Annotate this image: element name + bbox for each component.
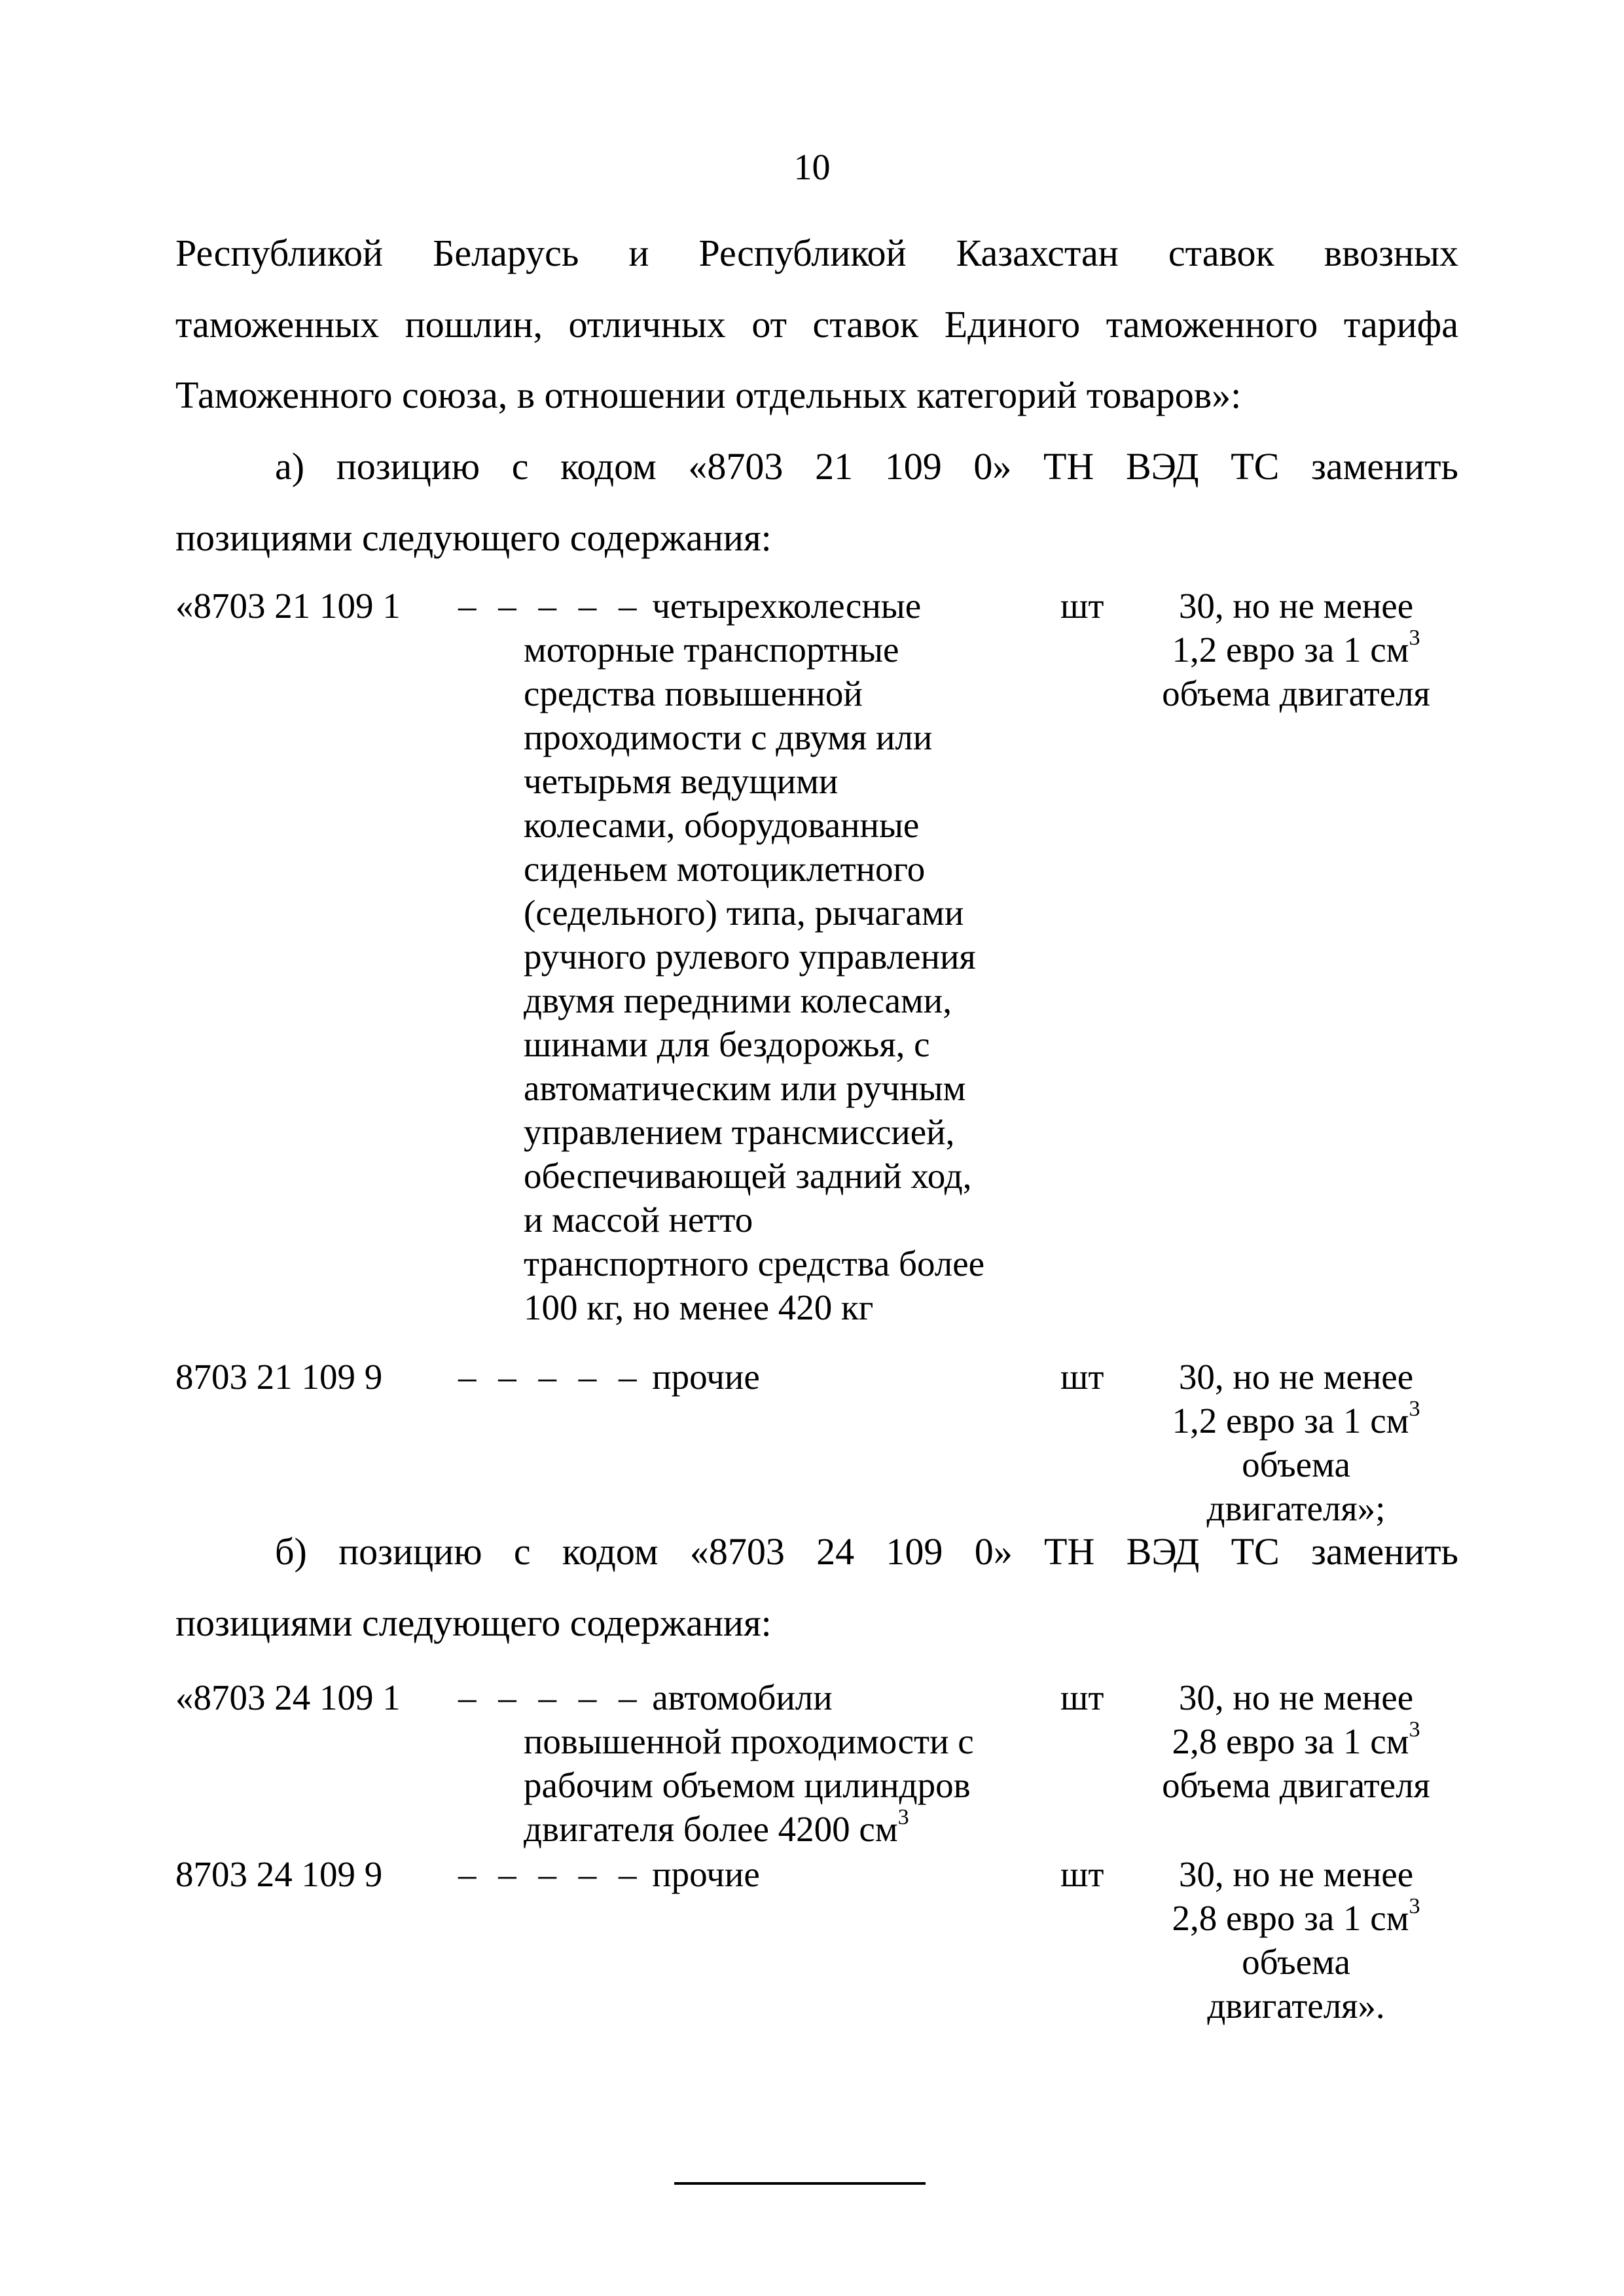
tariff-description-b2 bbox=[458, 1852, 1047, 1896]
item-a-line-2: позициями следующего содержания: bbox=[175, 516, 772, 559]
rate-line: 30, но не менее bbox=[1178, 586, 1414, 626]
unit-b1: шт bbox=[1060, 1677, 1104, 1717]
duty-rate-b2 bbox=[1126, 1852, 1466, 2028]
duty-rate-a2 bbox=[1126, 1355, 1466, 1530]
description-line: ручного рулевого управления bbox=[524, 937, 976, 977]
description-line: транспортного средства более bbox=[524, 1244, 985, 1283]
description-line: четырехколесные bbox=[652, 586, 922, 626]
intro-line-2: таможенных пошлин, отличных от ставок Единого таможенного тарифа bbox=[175, 303, 1458, 346]
description-line: двигателя более 4200 см bbox=[524, 1809, 898, 1849]
duty-rate-b1 bbox=[1126, 1676, 1466, 1807]
item-b-line-1: б) позицию с кодом «8703 24 109 0» ТН ВЭД ТС заменить bbox=[275, 1530, 1458, 1573]
unit-a2: шт bbox=[1060, 1357, 1104, 1397]
dash-marker: – – – – – bbox=[458, 586, 643, 626]
intro-line-1: Республикой Беларусь и Республикой Казахстан ставок ввозных bbox=[175, 232, 1458, 274]
superscript: 3 bbox=[1409, 1397, 1420, 1422]
description-line: моторные транспортные bbox=[524, 630, 899, 670]
rate-line: двигателя»; bbox=[1206, 1488, 1386, 1528]
rate-line: 1,2 евро за 1 см bbox=[1172, 630, 1409, 670]
rate-line: объема bbox=[1242, 1444, 1350, 1484]
description-line: рабочим объемом цилиндров bbox=[524, 1765, 971, 1805]
superscript: 3 bbox=[1409, 1894, 1420, 1919]
rate-line: объема bbox=[1242, 1942, 1350, 1982]
description-line: средства повышенной bbox=[524, 673, 863, 713]
description-line: сиденьем мотоциклетного bbox=[524, 849, 926, 889]
tariff-code-b2: 8703 24 109 9 bbox=[175, 1854, 383, 1894]
rate-line: 30, но не менее bbox=[1178, 1357, 1414, 1397]
footer-divider bbox=[674, 2182, 926, 2185]
item-a-line-1: а) позицию с кодом «8703 21 109 0» ТН ВЭД ТС заменить bbox=[275, 445, 1458, 488]
rate-line: объема двигателя bbox=[1162, 673, 1430, 713]
tariff-description-a2 bbox=[458, 1355, 1047, 1399]
description-line: шинами для бездорожья, с bbox=[524, 1024, 930, 1064]
tariff-code-a2: 8703 21 109 9 bbox=[175, 1357, 383, 1397]
description-line: двумя передними колесами, bbox=[524, 980, 952, 1020]
rate-line: 2,8 евро за 1 см bbox=[1172, 1898, 1409, 1938]
description-line: управлением трансмиссией, bbox=[524, 1112, 955, 1152]
rate-line: 30, но не менее bbox=[1178, 1854, 1414, 1894]
description-line: автомобили bbox=[652, 1677, 833, 1717]
description-line: четырьмя ведущими bbox=[524, 761, 839, 801]
description-line: повышенной проходимости с bbox=[524, 1721, 974, 1761]
description-line: прочие bbox=[652, 1854, 760, 1894]
rate-line: 2,8 евро за 1 см bbox=[1172, 1721, 1409, 1761]
unit-b2: шт bbox=[1060, 1854, 1104, 1894]
superscript: 3 bbox=[1409, 626, 1420, 651]
description-line: прочие bbox=[652, 1357, 760, 1397]
superscript: 3 bbox=[1409, 1717, 1420, 1742]
description-line: проходимости с двумя или bbox=[524, 717, 933, 757]
rate-line: 1,2 евро за 1 см bbox=[1172, 1401, 1409, 1441]
dash-marker: – – – – – bbox=[458, 1357, 643, 1397]
superscript: 3 bbox=[897, 1805, 909, 1830]
intro-line-3: Таможенного союза, в отношении отдельных категорий товаров»: bbox=[175, 374, 1242, 416]
item-b-line-2: позициями следующего содержания: bbox=[175, 1602, 772, 1644]
description-line: колесами, оборудованные bbox=[524, 805, 920, 845]
description-line: и массой нетто bbox=[524, 1200, 753, 1240]
description-line: автоматическим или ручным bbox=[524, 1068, 966, 1108]
tariff-description-b1 bbox=[458, 1676, 1047, 1851]
dash-marker: – – – – – bbox=[458, 1854, 643, 1894]
description-line: обеспечивающей задний ход, bbox=[524, 1156, 972, 1196]
dash-marker: – – – – – bbox=[458, 1677, 643, 1717]
unit-a1: шт bbox=[1060, 586, 1104, 626]
rate-line: 30, но не менее bbox=[1178, 1677, 1414, 1717]
tariff-code-b1: «8703 24 109 1 bbox=[175, 1677, 401, 1717]
page-number: 10 bbox=[793, 147, 831, 188]
description-line: (седельного) типа, рычагами bbox=[524, 893, 964, 933]
rate-line: двигателя». bbox=[1207, 1986, 1385, 2026]
tariff-code-a1: «8703 21 109 1 bbox=[175, 586, 401, 626]
duty-rate-a1 bbox=[1126, 584, 1466, 715]
tariff-description-a1 bbox=[458, 584, 1047, 1329]
rate-line: объема двигателя bbox=[1162, 1765, 1430, 1805]
description-line: 100 кг, но менее 420 кг bbox=[524, 1287, 874, 1327]
